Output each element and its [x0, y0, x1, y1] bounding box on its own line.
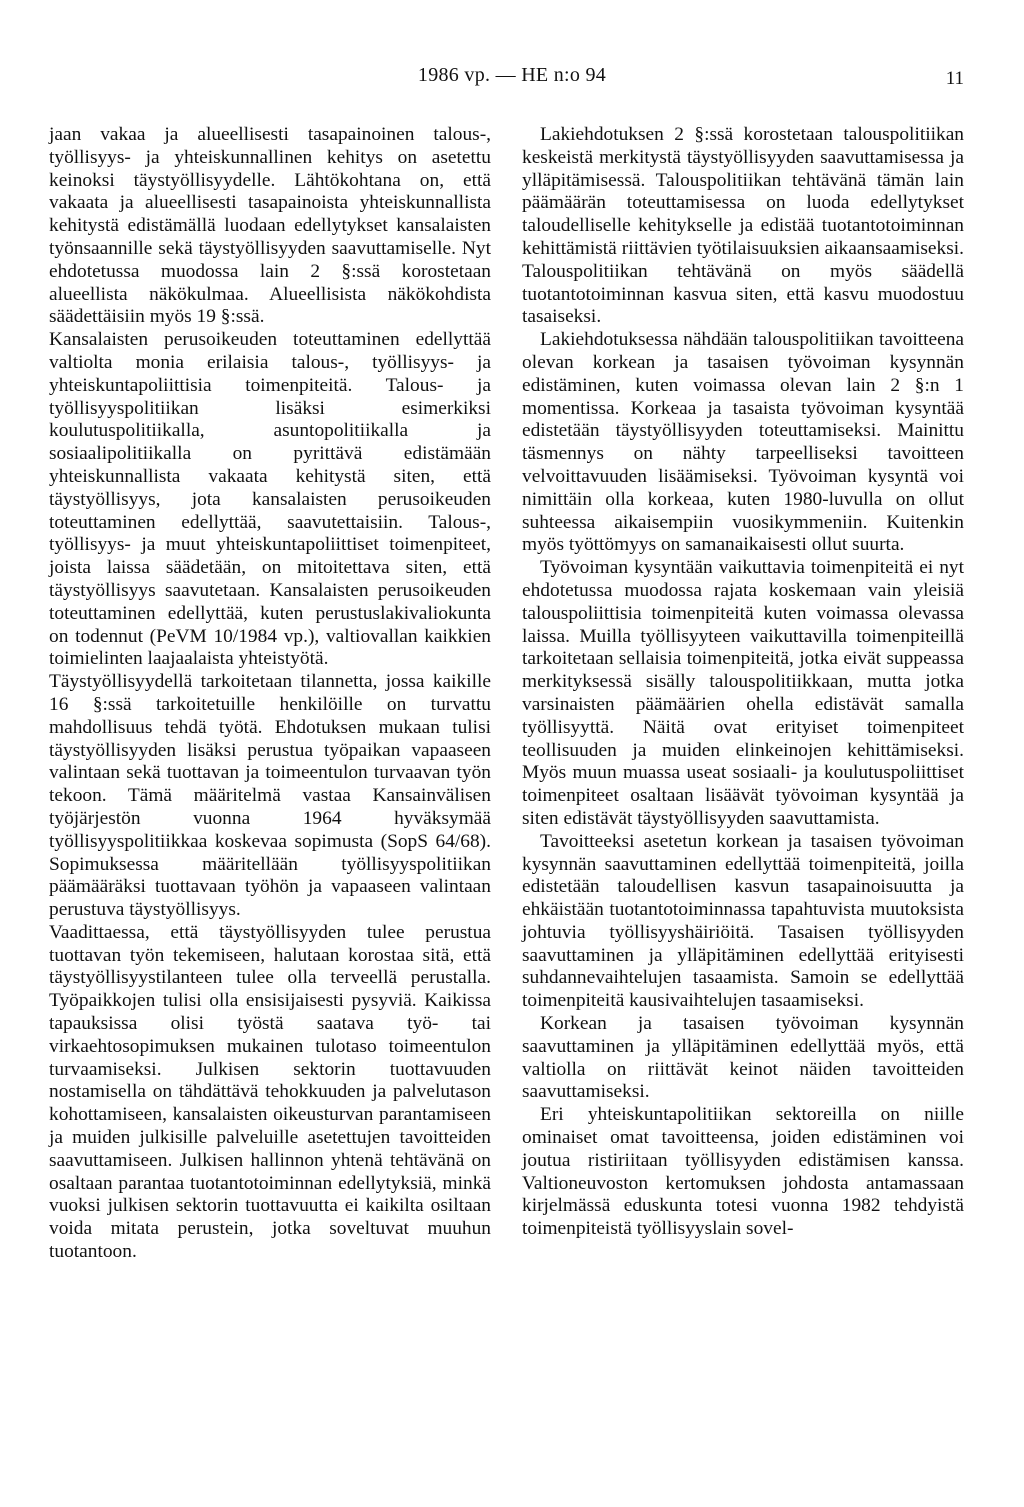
paragraph: Lakiehdotuksen 2 §:ssä korostetaan talouspolitiikan keskeistä merkitystä täystyöllisyyden saavuttamisessa ja ylläpitämisessä. Talouspolitiikan tehtävänä tämän lain päämäärän toteuttamisessa on luoda edellytykset taloudelliselle kehitykselle ja edistää tuotantotoiminnan kehittämistä riittävien työtilaisuuksien aikaansaamiseksi. Talouspolitiikan tehtävänä on myös säädellä tuotantotoiminnan kasvua siten, että kasvu muodostuu tasaiseksi. [522, 124, 964, 328]
paragraph: Eri yhteiskuntapolitiikan sektoreilla on niille ominaiset omat tavoitteensa, joiden edistäminen voi joutua ristiriitaan työllisyyden edistämisen kanssa. Valtioneuvoston kertomuksen johdosta antamassaan kirjelmässä eduskunta totesi vuonna 1982 tehdyistä toimenpiteistä työllisyyslain sovel- [522, 1104, 964, 1240]
paragraph: Korkean ja tasaisen työvoiman kysynnän saavuttaminen ja ylläpitäminen edellyttää myös, että valtiolla on riittävät keinot näiden tavoitteiden saavuttamiseksi. [522, 1013, 964, 1103]
paragraph: jaan vakaa ja alueellisesti tasapainoinen talous-, työllisyys- ja yhteiskunnallinen kehitys on asetettu keinoksi täystyöllisyydelle. Lähtökohtana on, että vakaata ja alueellisesti tasapainoista yhteiskunnallista kehitystä edistämällä luodaan edellytykset kansalaisten työnsaannille sekä täystyöllisyyden saavuttamiselle. Nyt ehdotetussa muodossa lain 2 §:ssä korostetaan alueellista näkökulmaa. Alueellisista näkökohdista säädettäisiin myös 19 §:ssä. [49, 124, 491, 328]
paragraph: Kansalaisten perusoikeuden toteuttaminen edellyttää valtiolta monia erilaisia talous-, työllisyys- ja yhteiskuntapoliittisia toimenpiteitä. Talous- ja työllisyyspolitiikan lisäksi esimerkiksi koulutuspolitiikalla, asuntopolitiikalla ja sosiaalipolitiikalla on pyrittävä edistämään yhteiskunnallista vakaata kehitystä siten, että täystyöllisyys, jota kansalaisten perusoikeuden toteuttaminen edellyttää, saavutettaisiin. Talous-, työllisyys- ja muut yhteiskuntapoliittiset toimenpiteet, joista laissa säädetään, on mitoitettava siten, että täystyöllisyys saavutetaan. Kansalaisten perusoikeuden toteuttaminen edellyttää, kuten perustuslakivaliokunta on todennut (PeVM 10/1984 vp.), valtiovallan kaikkien toimielinten laajaalaista yhteistyötä. [49, 329, 491, 670]
paragraph: Työvoiman kysyntään vaikuttavia toimenpiteitä ei nyt ehdotetussa muodossa rajata koskemaan vain yleisiä talouspoliittisia toimenpiteitä kuten voimassa olevassa laissa. Muilla työllisyyteen vaikuttavilla toimenpiteillä tarkoitetaan sellaisia toimenpiteitä, jotka eivät suppeassa merkityksessä sisälly talouspolitiikkaan, mutta jotka varsinaisten päämäärien ohella edistävät samalla työllisyyttä. Näitä ovat erityiset toimenpiteet teollisuuden ja muiden elinkeinojen kehittämiseksi. Myös muun muassa useat sosiaali- ja koulutuspoliittiset toimenpiteet osaltaan lisäävät työvoiman kysyntää ja siten edistävät täystyöllisyyden saavuttamista. [522, 557, 964, 829]
paragraph: Vaadittaessa, että täystyöllisyyden tulee perustua tuottavan työn tekemiseen, halutaan korostaa sitä, että täystyöllisyystilanteen tulee olla terveellä perustalla. Työpaikkojen tulisi olla ensisijaisesti pysyviä. Kaikissa tapauksissa olisi työstä saatava työ- tai virkaehtosopimuksen mukainen tulotaso toimeentulon turvaamiseksi. Julkisen sektorin tuottavuuden nostamisella on tähdättävä tehokkuuden ja palvelutason kohottamiseen, kansalaisten oikeusturvan parantamiseen ja muiden julkisille palveluille asetettujen tavoitteiden saavuttamiseen. Julkisen hallinnon yhtenä tehtävänä on osaltaan parantaa tuotantotoiminnan edellytyksiä, minkä vuoksi julkisen sektorin tuottavuutta ei kaikilta osiltaan voida mitata perustein, jotka soveltuvat muuhun tuotantoon. [49, 921, 491, 1263]
paragraph: Täystyöllisyydellä tarkoitetaan tilannetta, jossa kaikille 16 §:ssä tarkoitetuille henkilöille on turvattu mahdollisuus tehdä työtä. Ehdotuksen mukaan tulisi täystyöllisyyden lisäksi perustua työpaikan vapaaseen valintaan sekä tuottavan ja toimeentulon turvaavan työn tekoon. Tämä määritelmä vastaa Kansainvälisen työjärjestön vuonna 1964 hyväksymää työllisyyspolitiikkaa koskevaa sopimusta (SopS 64/68). Sopimuksessa määritellään työllisyyspolitiikan päämääräksi tuottavaan työhön ja vapaaseen valintaan perustuva täystyöllisyys. [49, 671, 491, 921]
paragraph: Tavoitteeksi asetetun korkean ja tasaisen työvoiman kysynnän saavuttaminen edellyttää toimenpiteitä, joilla edistetään taloudellisen kasvun tasapainoisuutta ja ehkäistään tuotantotoiminnassa tapahtuvista muutoksista johtuvia työllisyyshäiriöitä. Tasaisen työllisyyden saavuttaminen ja ylläpitäminen edellyttää erityisesti suhdannevaihtelujen tasaamista. Samoin se edellyttää toimenpiteitä kausivaihtelujen tasaamiseksi. [522, 830, 964, 1012]
paragraph: Lakiehdotuksessa nähdään talouspolitiikan tavoitteena olevan korkean ja tasaisen työvoiman kysynnän edistäminen, kuten voimassa olevan lain 2 §:n 1 momentissa. Korkeaa ja tasaista työvoiman kysyntää edistetään täystyöllisyyden toteuttamiseksi. Mainittu täsmennys on nähty tarpeelliseksi tavoitteen velvoittavuuden lisäämiseksi. Työvoiman kysyntä voi nimittäin olla korkeaa, kuten 1980-luvulla on ollut suhteessa aikaisempiin vuosikymmeniin. Kuitenkin myös työttömyys on samanaikaisesti ollut suurta. [522, 329, 964, 556]
right-column [522, 124, 964, 1241]
left-column [49, 124, 491, 1264]
page-number: 11 [945, 68, 964, 89]
running-header: 1986 vp. — HE n:o 94 [417, 64, 607, 86]
